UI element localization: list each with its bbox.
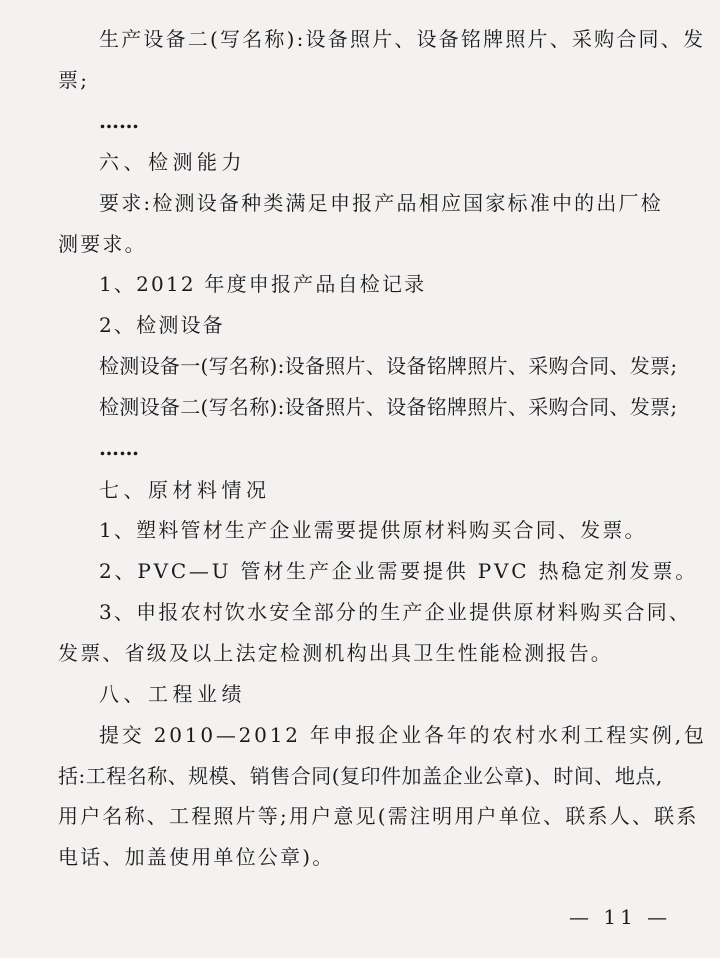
section-heading: 八、工程业绩 bbox=[99, 682, 246, 706]
ellipsis-line: …… bbox=[99, 109, 139, 133]
page-number: — 11 — bbox=[569, 905, 672, 929]
text-line: 发票、省级及以上法定检测机构出具卫生性能检测报告。 bbox=[58, 641, 613, 665]
text-line: 检测设备一(写名称):设备照片、设备铭牌照片、采购合同、发票; bbox=[99, 354, 678, 378]
text-line: 测要求。 bbox=[58, 232, 147, 256]
text-line: 2、检测设备 bbox=[99, 313, 225, 337]
text-line: 3、申报农村饮水安全部分的生产企业提供原材料购买合同、 bbox=[99, 600, 692, 624]
text-line: 票; bbox=[58, 68, 90, 92]
text-line: 电话、加盖使用单位公章)。 bbox=[58, 845, 335, 869]
text-line: 用户名称、工程照片等;用户意见(需注明用户单位、联系人、联系 bbox=[58, 804, 699, 828]
text-line: 2、PVC—U 管材生产企业需要提供 PVC 热稳定剂发票。 bbox=[99, 559, 699, 583]
text-line: 提交 2010—2012 年申报企业各年的农村水利工程实例,包 bbox=[99, 723, 707, 747]
text-line: 1、塑料管材生产企业需要提供原材料购买合同、发票。 bbox=[99, 518, 647, 542]
section-heading: 六、检测能力 bbox=[99, 150, 246, 174]
text-line: 要求:检测设备种类满足申报产品相应国家标准中的出厂检 bbox=[99, 191, 663, 215]
text-line: 括:工程名称、规模、销售合同(复印件加盖企业公章)、时间、地点, bbox=[58, 764, 663, 788]
text-line: 检测设备二(写名称):设备照片、设备铭牌照片、采购合同、发票; bbox=[99, 395, 678, 419]
ellipsis-line: …… bbox=[99, 436, 139, 460]
text-line: 1、2012 年度申报产品自检记录 bbox=[99, 272, 427, 296]
section-heading: 七、原材料情况 bbox=[99, 478, 271, 502]
text-line: 生产设备二(写名称):设备照片、设备铭牌照片、采购合同、发 bbox=[99, 27, 706, 51]
